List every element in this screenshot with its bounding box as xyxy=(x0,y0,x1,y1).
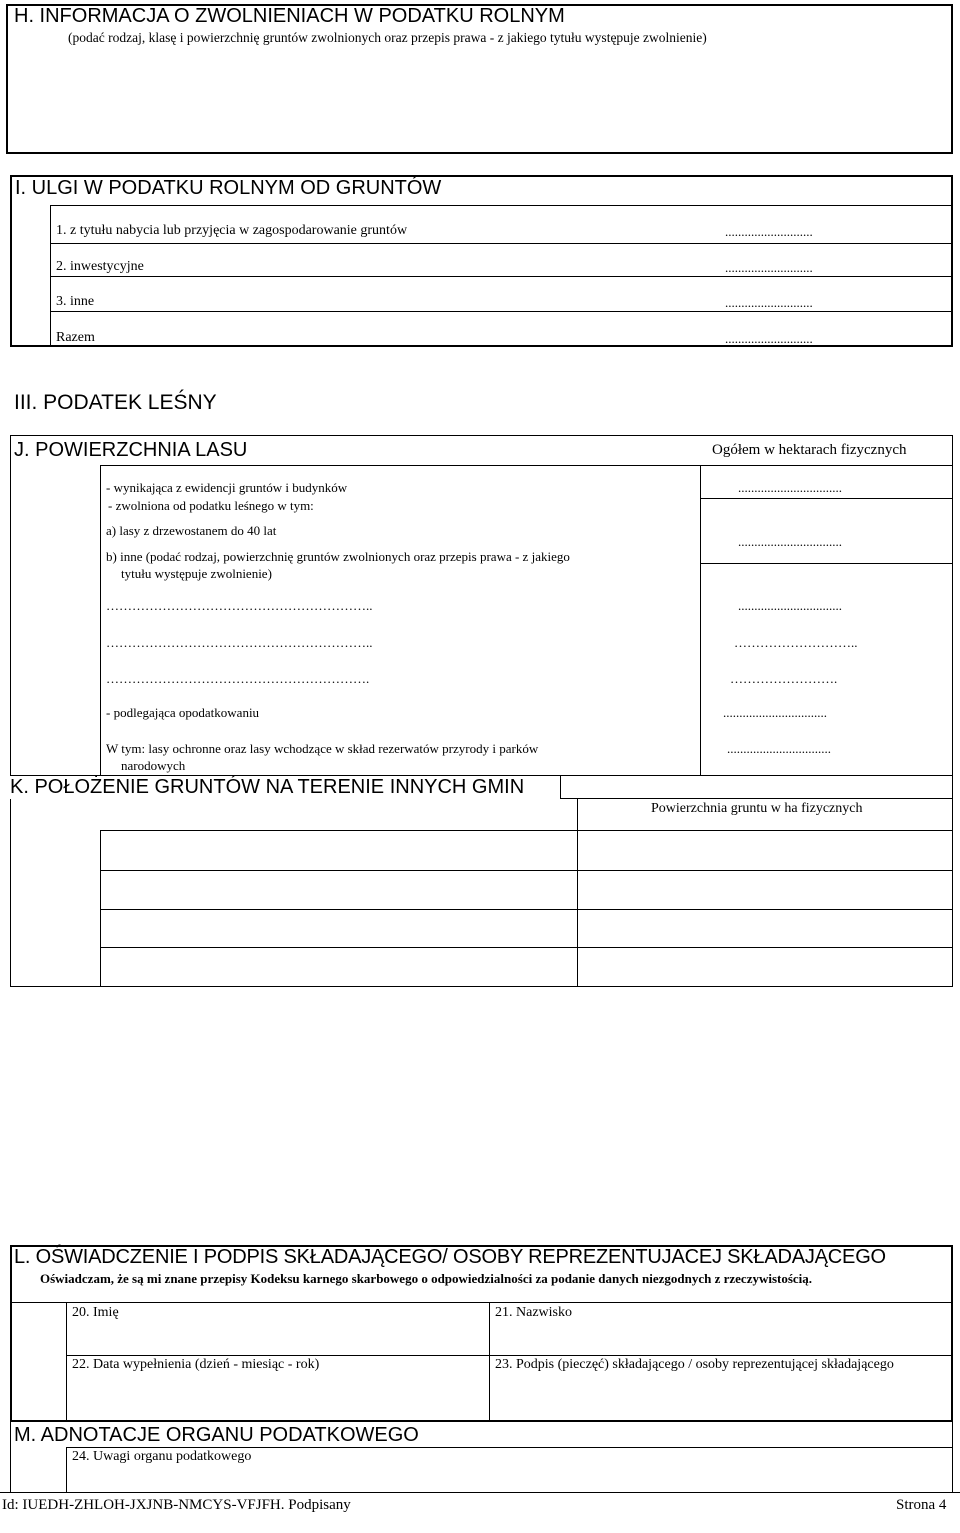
section-j-row-podlegajaca: - podlegająca opodatkowaniu xyxy=(106,705,260,720)
section-iii-title: III. PODATEK LEŚNY xyxy=(14,391,217,414)
field-21-last-name[interactable]: 21. Nazwisko xyxy=(495,1305,572,1320)
section-m-right-line xyxy=(952,1422,953,1492)
section-j-fill-line-3[interactable]: ……………………………………………………. xyxy=(106,671,370,686)
section-k-row-line-3 xyxy=(100,947,953,948)
section-j-value-column-line xyxy=(700,465,701,775)
section-i-row-2-value[interactable]: ........................... xyxy=(725,260,813,275)
section-k-outer-right-line xyxy=(952,775,953,987)
section-k-column-divider xyxy=(577,798,578,987)
section-k-row-line-1 xyxy=(100,870,953,871)
section-j-ochronne-value[interactable]: ................................ xyxy=(727,741,831,756)
section-i-row-3-label: 3. inne xyxy=(56,294,95,309)
section-l-statement-line xyxy=(10,1302,953,1303)
section-j-fill-value-1[interactable]: ................................ xyxy=(738,598,842,613)
section-i-title: I. ULGI W PODATKU ROLNYM OD GRUNTÓW xyxy=(15,177,442,199)
section-k-row-line-2 xyxy=(100,909,953,910)
section-j-fill-line-2[interactable]: …………………………………………………….. xyxy=(106,635,373,650)
section-l-statement: Oświadczam, że są mi znane przepisy Kodeksu karnego skarbowego o odpowiedzialności za podanie danych niezgodnych z rzeczywistością. xyxy=(40,1271,813,1286)
section-j-fill-value-2[interactable]: ……………………….. xyxy=(734,635,858,650)
section-k-title-right-line xyxy=(560,775,561,798)
section-i-line-2 xyxy=(50,276,953,277)
section-k-row-2[interactable] xyxy=(104,913,574,945)
section-m-title: M. ADNOTACJE ORGANU PODATKOWEGO xyxy=(14,1424,419,1446)
section-l-fields-left-line xyxy=(66,1302,67,1422)
field-24-authority-remarks[interactable]: 24. Uwagi organu podatkowego xyxy=(72,1449,252,1464)
footer-line xyxy=(0,1492,960,1493)
field-23-signature[interactable]: 23. Podpis (pieczęć) składającego / osoby reprezentującej składającego xyxy=(495,1357,894,1372)
section-l-title: L. OŚWIADCZENIE I PODPIS SKŁADAJĄCEGO/ OSOBY REPREZENTUJACEJ SKŁADAJĄCEGO xyxy=(14,1246,886,1268)
field-20-first-name[interactable]: 20. Imię xyxy=(72,1305,119,1320)
section-i-row-1-value[interactable]: ........................... xyxy=(725,224,813,239)
section-j-fill-value-3[interactable]: ……………………. xyxy=(730,671,838,686)
section-i-line-1 xyxy=(50,243,953,244)
footer-page-number: Strona 4 xyxy=(896,1497,947,1513)
section-j-fill-line-1[interactable]: …………………………………………………….. xyxy=(106,598,373,613)
section-i-total-value[interactable]: ........................... xyxy=(725,331,813,346)
section-j-row-ochronne-line1: W tym: lasy ochronne oraz lasy wchodzące w skład rezerwatów przyrody i parków xyxy=(106,741,539,756)
section-h-title: H. INFORMACJA O ZWOLNIENIACH W PODATKU ROLNYM xyxy=(14,5,565,27)
section-j-value-line-2 xyxy=(700,563,953,564)
section-j-title: J. POWIERZCHNIA LASU xyxy=(14,439,248,461)
section-j-column-header: Ogółem w hektarach fizycznych xyxy=(712,442,907,458)
section-j-ab-value[interactable]: ................................ xyxy=(738,534,842,549)
section-j-row-ochronne-line2: narodowych xyxy=(121,758,186,773)
section-j-row-ewidencja: - wynikająca z ewidencji gruntów i budynków xyxy=(106,480,348,495)
field-22-fill-date[interactable]: 22. Data wypełnienia (dzień - miesiąc - rok) xyxy=(72,1357,320,1372)
section-i-row-1-label: 1. z tytułu nabycia lub przyjęcia w zagospodarowanie gruntów xyxy=(56,223,408,238)
section-j-ewidencja-value[interactable]: ................................ xyxy=(738,480,842,495)
section-k-header-line xyxy=(100,830,953,831)
section-j-row-b-line1: b) inne (podać rodzaj, powierzchnię gruntów zwolnionych oraz przepis prawa - z jakiego xyxy=(106,549,570,564)
section-j-right-line xyxy=(952,435,953,775)
section-h-subtitle: (podać rodzaj, klasę i powierzchnię gruntów zwolnionych oraz przepis prawa - z jakiego tytułu występuje zwolnienie) xyxy=(68,30,707,45)
section-j-top-line xyxy=(10,435,953,436)
section-k-title-underline xyxy=(560,798,953,799)
section-j-row-b-line2: tytułu występuje zwolnienie) xyxy=(121,566,272,581)
section-l-fields-mid-line xyxy=(66,1355,953,1356)
section-i-line-3 xyxy=(50,311,953,312)
section-j-value-line-1 xyxy=(700,498,953,499)
section-k-bottom-line xyxy=(10,986,953,987)
section-j-row-zwolniona: - zwolniona od podatku leśnego w tym: xyxy=(108,498,314,513)
section-k-title: K. POŁOŻENIE GRUNTÓW NA TERENIE INNYCH GMIN xyxy=(10,776,530,799)
section-j-left-line xyxy=(10,435,11,830)
section-i-line-0 xyxy=(50,205,953,206)
section-j-podlegajaca-value[interactable]: ................................ xyxy=(723,705,827,720)
section-m-title-line xyxy=(66,1447,953,1448)
section-i-total-label: Razem xyxy=(56,330,95,345)
section-i-row-3-value[interactable]: ........................... xyxy=(725,295,813,310)
section-j-header-line xyxy=(100,465,953,466)
section-k-row-1[interactable] xyxy=(104,874,574,906)
section-i-row-2-label: 2. inwestycyjne xyxy=(56,259,144,274)
section-l-fields-divider xyxy=(489,1302,490,1422)
footer-document-id: Id: IUEDH-ZHLOH-JXJNB-NMCYS-VFJFH. Podpisany xyxy=(2,1497,351,1513)
section-j-row-a: a) lasy z drzewostanem do 40 lat xyxy=(106,523,277,538)
section-m-field-left-line xyxy=(66,1447,67,1492)
section-m-left-line xyxy=(10,1422,11,1492)
section-k-row-3[interactable] xyxy=(104,951,574,983)
section-j-inner-left-line xyxy=(100,465,101,775)
section-k-left-line xyxy=(10,830,11,987)
section-k-column-header: Powierzchnia gruntu w ha fizycznych xyxy=(651,801,863,816)
